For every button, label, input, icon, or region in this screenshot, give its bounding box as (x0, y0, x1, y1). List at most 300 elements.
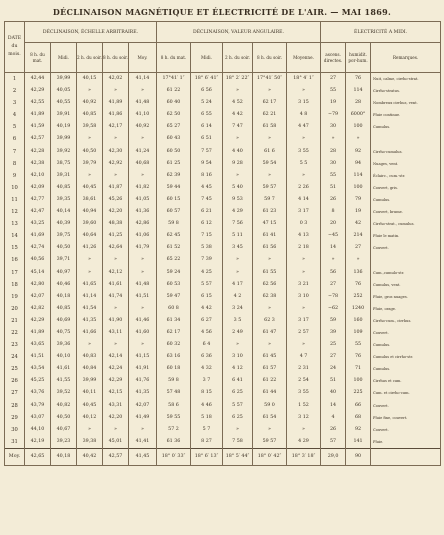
value-cell: 42,10 (25, 170, 51, 182)
value-cell: 41,61 (103, 279, 129, 291)
mean-cell: 41,45 (129, 448, 157, 465)
table-row (5, 267, 441, 279)
day-cell: 1 (5, 73, 25, 86)
value-cell: 4 46 (191, 400, 223, 412)
value-cell: 40,68 (129, 158, 157, 170)
value-cell: 42,77 (25, 194, 51, 206)
value-cell: 41,35 (129, 387, 157, 399)
value-cell: 41,59 (25, 121, 51, 133)
value-cell: 59 8 (157, 375, 191, 387)
value-cell: 41,55 (51, 375, 77, 387)
value-cell: » (129, 133, 157, 145)
value-cell: 26 (321, 194, 346, 206)
column-header: Midi. (191, 43, 223, 73)
table-row (5, 363, 441, 375)
value-cell: 63 16 (157, 351, 191, 363)
value-cell: » (253, 303, 287, 315)
remark-cell: Cum.,cumulo-str. (371, 267, 441, 279)
value-cell: 4 25 (191, 267, 223, 279)
value-cell: 42,09 (25, 182, 51, 194)
value-cell: 4 42 (223, 109, 253, 121)
value-cell: 114 (346, 85, 371, 97)
day-cell: 25 (5, 363, 25, 375)
value-cell: 7 15 (191, 230, 223, 242)
table-row (5, 400, 441, 412)
value-cell: 2 18 (287, 242, 321, 254)
table-row (5, 254, 441, 266)
column-header: humidit. por-hum. (346, 43, 371, 73)
value-cell: 41,41 (129, 436, 157, 449)
value-cell: 4 2 (223, 291, 253, 303)
value-cell: » (103, 424, 129, 436)
value-cell: 59 47 (157, 291, 191, 303)
value-cell: 42,80 (25, 279, 51, 291)
value-cell: 41,51 (129, 291, 157, 303)
value-cell: 40,97 (51, 267, 77, 279)
value-cell: 94 (346, 158, 371, 170)
value-cell: 27 (321, 351, 346, 363)
value-cell: 7 39 (191, 254, 223, 266)
value-cell: 42,38 (25, 158, 51, 170)
value-cell: 42,29 (103, 375, 129, 387)
value-cell: 109 (346, 327, 371, 339)
value-cell: 57 48 (157, 387, 191, 399)
day-cell: 6 (5, 133, 25, 145)
value-cell: 59 57 (253, 436, 287, 449)
day-cell: 26 (5, 375, 25, 387)
value-cell: 62 17 (253, 97, 287, 109)
column-header: 8 h. du soir. (103, 43, 129, 73)
table-row (5, 279, 441, 291)
value-cell: 4 14 (287, 194, 321, 206)
value-cell: 61 57 (253, 363, 287, 375)
value-cell: 41,90 (103, 315, 129, 327)
value-cell: 6 12 (191, 218, 223, 230)
value-cell: 43,25 (25, 218, 51, 230)
value-cell: 40,67 (51, 424, 77, 436)
mean-row (5, 448, 441, 465)
value-cell: 47 15 (253, 218, 287, 230)
value-cell: 3 21 (287, 279, 321, 291)
value-cell: 42,28 (25, 146, 51, 158)
value-cell: 3 7 (191, 375, 223, 387)
table-row (5, 146, 441, 158)
value-cell: 2 49 (223, 327, 253, 339)
day-cell: 3 (5, 97, 25, 109)
value-cell: 19 (346, 206, 371, 218)
value-cell: 20 (321, 218, 346, 230)
remark-cell: Cirrho-strat., cumulus. (371, 218, 441, 230)
value-cell: 41,79 (129, 242, 157, 254)
value-cell: 59 8 (157, 218, 191, 230)
value-cell: 65 22 (157, 254, 191, 266)
value-cell: 4 29 (223, 206, 253, 218)
value-cell: » (223, 133, 253, 145)
value-cell: » (103, 133, 129, 145)
value-cell: 5 40 (223, 182, 253, 194)
value-cell: 60 15 (157, 194, 191, 206)
table-row (5, 387, 441, 399)
value-cell: 6 51 (191, 133, 223, 145)
value-cell: 62 50 (157, 109, 191, 121)
value-cell: 40,69 (51, 315, 77, 327)
value-cell: 79 (346, 194, 371, 206)
value-cell: 42,30 (103, 146, 129, 158)
value-cell: 40,45 (77, 182, 103, 194)
day-cell: 14 (5, 230, 25, 242)
value-cell: 42,24 (103, 363, 129, 375)
value-cell: 41,24 (129, 146, 157, 158)
value-cell: 14 (321, 400, 346, 412)
value-cell: 3 5 (223, 315, 253, 327)
day-cell: 22 (5, 327, 25, 339)
mean-cell: 18° 0′ 42″ (253, 448, 287, 465)
table-row (5, 170, 441, 182)
remark-cell: Pluie. (371, 436, 441, 449)
value-cell: 4 45 (191, 182, 223, 194)
value-cell: 225 (346, 387, 371, 399)
value-cell: » (346, 133, 371, 145)
day-cell: 29 (5, 412, 25, 424)
value-cell: » (287, 424, 321, 436)
value-cell: » (77, 424, 103, 436)
value-cell: 42,64 (103, 242, 129, 254)
value-cell: 39,23 (51, 436, 77, 449)
value-cell: » (223, 85, 253, 97)
value-cell: 4 40 (223, 146, 253, 158)
value-cell: 61 52 (157, 242, 191, 254)
value-cell: 42,19 (25, 436, 51, 449)
day-cell: 12 (5, 206, 25, 218)
value-cell: » (287, 267, 321, 279)
value-cell: 43,79 (25, 400, 51, 412)
remark-cell: Cirrhus et cum. (371, 375, 441, 387)
value-cell: 6 21 (191, 206, 223, 218)
document-page (4, 3, 440, 529)
value-cell: 4 17 (223, 279, 253, 291)
table-row (5, 230, 441, 242)
remark-cell (371, 254, 441, 266)
day-cell: 16 (5, 254, 25, 266)
value-cell: 61 54 (253, 412, 287, 424)
value-cell: 61 6 (253, 146, 287, 158)
table-row (5, 327, 441, 339)
value-cell: 41,48 (129, 97, 157, 109)
value-cell: 6 25 (223, 387, 253, 399)
value-cell: 40,05 (51, 85, 77, 97)
value-cell: 59 24 (157, 267, 191, 279)
value-cell: 4 29 (287, 436, 321, 449)
value-cell: 5 57 (223, 400, 253, 412)
value-cell: » (287, 303, 321, 315)
value-cell: 56 (321, 267, 346, 279)
value-cell: 61 34 (157, 315, 191, 327)
value-cell: 39,75 (51, 230, 77, 242)
value-cell: 6 25 (223, 412, 253, 424)
table-row (5, 412, 441, 424)
value-cell: 40,50 (51, 412, 77, 424)
value-cell: 100 (346, 182, 371, 194)
value-cell: 38,75 (51, 158, 77, 170)
mean-cell: 90 (346, 448, 371, 465)
value-cell: 4 12 (223, 363, 253, 375)
value-cell: 3 15 (287, 97, 321, 109)
column-header: Remarques. (371, 43, 441, 73)
value-cell: 76 (346, 73, 371, 86)
value-cell: −45 (321, 230, 346, 242)
value-cell: 7 47 (223, 121, 253, 133)
value-cell: 8 (321, 206, 346, 218)
value-cell: 61 41 (253, 230, 287, 242)
value-cell: 100 (346, 375, 371, 387)
value-cell: 59 44 (157, 182, 191, 194)
value-cell: » (103, 85, 129, 97)
value-cell: 6 56 (191, 85, 223, 97)
value-cell: 61 45 (253, 351, 287, 363)
value-cell: 42,17 (103, 121, 129, 133)
value-cell: » (103, 339, 129, 351)
value-cell: 40,56 (25, 254, 51, 266)
day-cell: 31 (5, 436, 25, 449)
value-cell: 61 56 (253, 242, 287, 254)
day-cell: 24 (5, 351, 25, 363)
value-cell: 41,48 (129, 279, 157, 291)
value-cell: 40,83 (77, 351, 103, 363)
value-cell: 39,99 (51, 133, 77, 145)
mean-cell: 18° 5′ 44″ (223, 448, 253, 465)
value-cell: 51 (321, 182, 346, 194)
value-cell: 6 36 (191, 351, 223, 363)
day-cell: 30 (5, 424, 25, 436)
value-cell: 57 (321, 436, 346, 449)
value-cell: 39 (321, 327, 346, 339)
value-cell: 17°41′ 1″ (157, 73, 191, 86)
value-cell: 41,15 (129, 351, 157, 363)
value-cell: 55 (346, 339, 371, 351)
value-cell: 9 28 (223, 158, 253, 170)
value-cell: 39,38 (77, 436, 103, 449)
value-cell: 68 (346, 412, 371, 424)
column-header: 8 h. du soir. (253, 43, 287, 73)
value-cell: 41,10 (129, 109, 157, 121)
value-cell: 71 (346, 363, 371, 375)
value-cell: 5 7 (191, 424, 223, 436)
remark-cell: Nombreux cirrhus, vent. (371, 97, 441, 109)
day-cell: 4 (5, 109, 25, 121)
table-row (5, 242, 441, 254)
value-cell: 8 16 (191, 170, 223, 182)
page-title: DÉCLINAISON MAGNÉTIQUE ET ÉLECTRICITÉ DE L'AIR. — MAI 1869. (52, 7, 392, 17)
table-row (5, 97, 441, 109)
day-cell: 18 (5, 279, 25, 291)
value-cell: 45,01 (103, 436, 129, 449)
remark-cell: Nuit, calme, cirrho-strat. (371, 73, 441, 86)
value-cell: 42,29 (25, 85, 51, 97)
remark-cell: Cirrho-cumulus. (371, 146, 441, 158)
value-cell: » (287, 85, 321, 97)
value-cell: 41,86 (103, 109, 129, 121)
value-cell: −62 (321, 303, 346, 315)
value-cell: 2 26 (287, 182, 321, 194)
day-cell: 2 (5, 85, 25, 97)
value-cell: 40,50 (77, 146, 103, 158)
column-header: Midi. (51, 43, 77, 73)
remark-cell: Cumulus, vent. (371, 279, 441, 291)
value-cell: 40,85 (51, 182, 77, 194)
value-cell: 136 (346, 267, 371, 279)
value-cell: 39,99 (77, 375, 103, 387)
value-cell: 4 56 (191, 327, 223, 339)
value-cell: 61 47 (253, 327, 287, 339)
value-cell: 3 17 (287, 315, 321, 327)
value-cell: 41,14 (129, 73, 157, 86)
value-cell: 43,76 (25, 387, 51, 399)
value-cell: 4 42 (191, 303, 223, 315)
value-cell: 48,38 (103, 218, 129, 230)
value-cell: 41,36 (129, 206, 157, 218)
value-cell: » (103, 303, 129, 315)
remark-cell: Nuages, vent. (371, 158, 441, 170)
table-row (5, 351, 441, 363)
value-cell: » (129, 254, 157, 266)
value-cell: 51 (321, 375, 346, 387)
value-cell: » (223, 254, 253, 266)
value-cell: 42,20 (103, 412, 129, 424)
value-cell: 2 54 (287, 375, 321, 387)
value-cell: 40,50 (51, 242, 77, 254)
value-cell: 40,92 (77, 97, 103, 109)
value-cell: » (77, 170, 103, 182)
value-cell: » (129, 424, 157, 436)
table-row (5, 194, 441, 206)
value-cell: 41,14 (77, 291, 103, 303)
table-row (5, 339, 441, 351)
value-cell: » (321, 133, 346, 145)
value-cell: 18° 2′ 22″ (223, 73, 253, 86)
remark-cell: Pluie continue. (371, 109, 441, 121)
value-cell: 6 14 (191, 121, 223, 133)
value-cell: 4 32 (191, 363, 223, 375)
value-cell: 39,92 (51, 146, 77, 158)
value-cell: 41,69 (25, 230, 51, 242)
value-cell: 61 36 (157, 436, 191, 449)
table-row (5, 73, 441, 86)
value-cell: 42,15 (103, 387, 129, 399)
value-cell: 62 56 (253, 279, 287, 291)
value-cell: 141 (346, 436, 371, 449)
value-cell: 59 0 (253, 400, 287, 412)
value-cell: 62 17 (157, 327, 191, 339)
value-cell: 66 (346, 400, 371, 412)
value-cell: 43,11 (103, 327, 129, 339)
remark-cell: Couvert. (371, 327, 441, 339)
date-header: DATE du mois. (5, 22, 25, 73)
remark-cell: Cumulus. (371, 363, 441, 375)
value-cell: 14 (321, 242, 346, 254)
data-table (4, 21, 441, 466)
value-cell: 92 (346, 146, 371, 158)
day-cell: 20 (5, 303, 25, 315)
remark-cell: Cum. et cirrho-cum. (371, 387, 441, 399)
column-header: Moyenne. (287, 43, 321, 73)
value-cell: 41,76 (129, 375, 157, 387)
value-cell: 58 6 (157, 400, 191, 412)
value-cell: 41,87 (103, 182, 129, 194)
value-cell: » (77, 254, 103, 266)
mean-label: Moy. (5, 448, 25, 465)
day-cell: 28 (5, 400, 25, 412)
value-cell: 27 (321, 73, 346, 86)
day-cell: 27 (5, 387, 25, 399)
value-cell: −78 (321, 291, 346, 303)
value-cell: 18° 4′ 1″ (287, 73, 321, 86)
value-cell: 40,75 (51, 327, 77, 339)
value-cell: 40,10 (51, 351, 77, 363)
value-cell: 4 13 (287, 230, 321, 242)
value-cell: 41,89 (103, 97, 129, 109)
value-cell: 39,79 (77, 158, 103, 170)
value-cell: » (253, 424, 287, 436)
day-cell: 7 (5, 146, 25, 158)
value-cell: 24 (321, 363, 346, 375)
value-cell: 76 (346, 351, 371, 363)
table-row (5, 182, 441, 194)
value-cell: 7 57 (191, 146, 223, 158)
value-cell: 59 57 (253, 182, 287, 194)
value-cell: 39,35 (51, 194, 77, 206)
value-cell: 42,12 (103, 267, 129, 279)
value-cell: 41,26 (77, 242, 103, 254)
value-cell: 28 (321, 146, 346, 158)
value-cell: 41,06 (129, 230, 157, 242)
table-row (5, 133, 441, 145)
table-row (5, 424, 441, 436)
value-cell: 61 25 (157, 158, 191, 170)
value-cell: » (103, 170, 129, 182)
value-cell: 3 55 (287, 387, 321, 399)
value-cell: » (287, 133, 321, 145)
value-cell: 60 57 (157, 206, 191, 218)
value-cell: 42,02 (103, 73, 129, 86)
value-cell: 41,74 (103, 291, 129, 303)
mean-cell: 40,18 (51, 448, 77, 465)
value-cell: 41,51 (25, 351, 51, 363)
value-cell: 41,54 (77, 303, 103, 315)
value-cell: » (77, 85, 103, 97)
value-cell: 100 (346, 121, 371, 133)
remark-cell: Cirrho-stratus. (371, 85, 441, 97)
table-row (5, 436, 441, 449)
value-cell: 39,36 (51, 339, 77, 351)
group-header-arbitrary: DÉCLINAISON, ÉCHELLE ARBITRAIRE. (25, 22, 157, 43)
remark-cell: Cumulus. (371, 121, 441, 133)
value-cell: 60 43 (157, 133, 191, 145)
value-cell: 92 (346, 424, 371, 436)
value-cell: 7 58 (223, 436, 253, 449)
mean-cell: 18° 0′ 33″ (157, 448, 191, 465)
value-cell: 3 10 (223, 351, 253, 363)
value-cell: » (223, 267, 253, 279)
value-cell: 30 (321, 121, 346, 133)
value-cell: 41,46 (129, 315, 157, 327)
mean-cell: 29,0 (321, 448, 346, 465)
value-cell: 0 3 (287, 218, 321, 230)
value-cell: 1240 (346, 303, 371, 315)
value-cell: 43,31 (103, 400, 129, 412)
value-cell: 40,84 (77, 363, 103, 375)
day-cell: 15 (5, 242, 25, 254)
value-cell: 57 2 (157, 424, 191, 436)
